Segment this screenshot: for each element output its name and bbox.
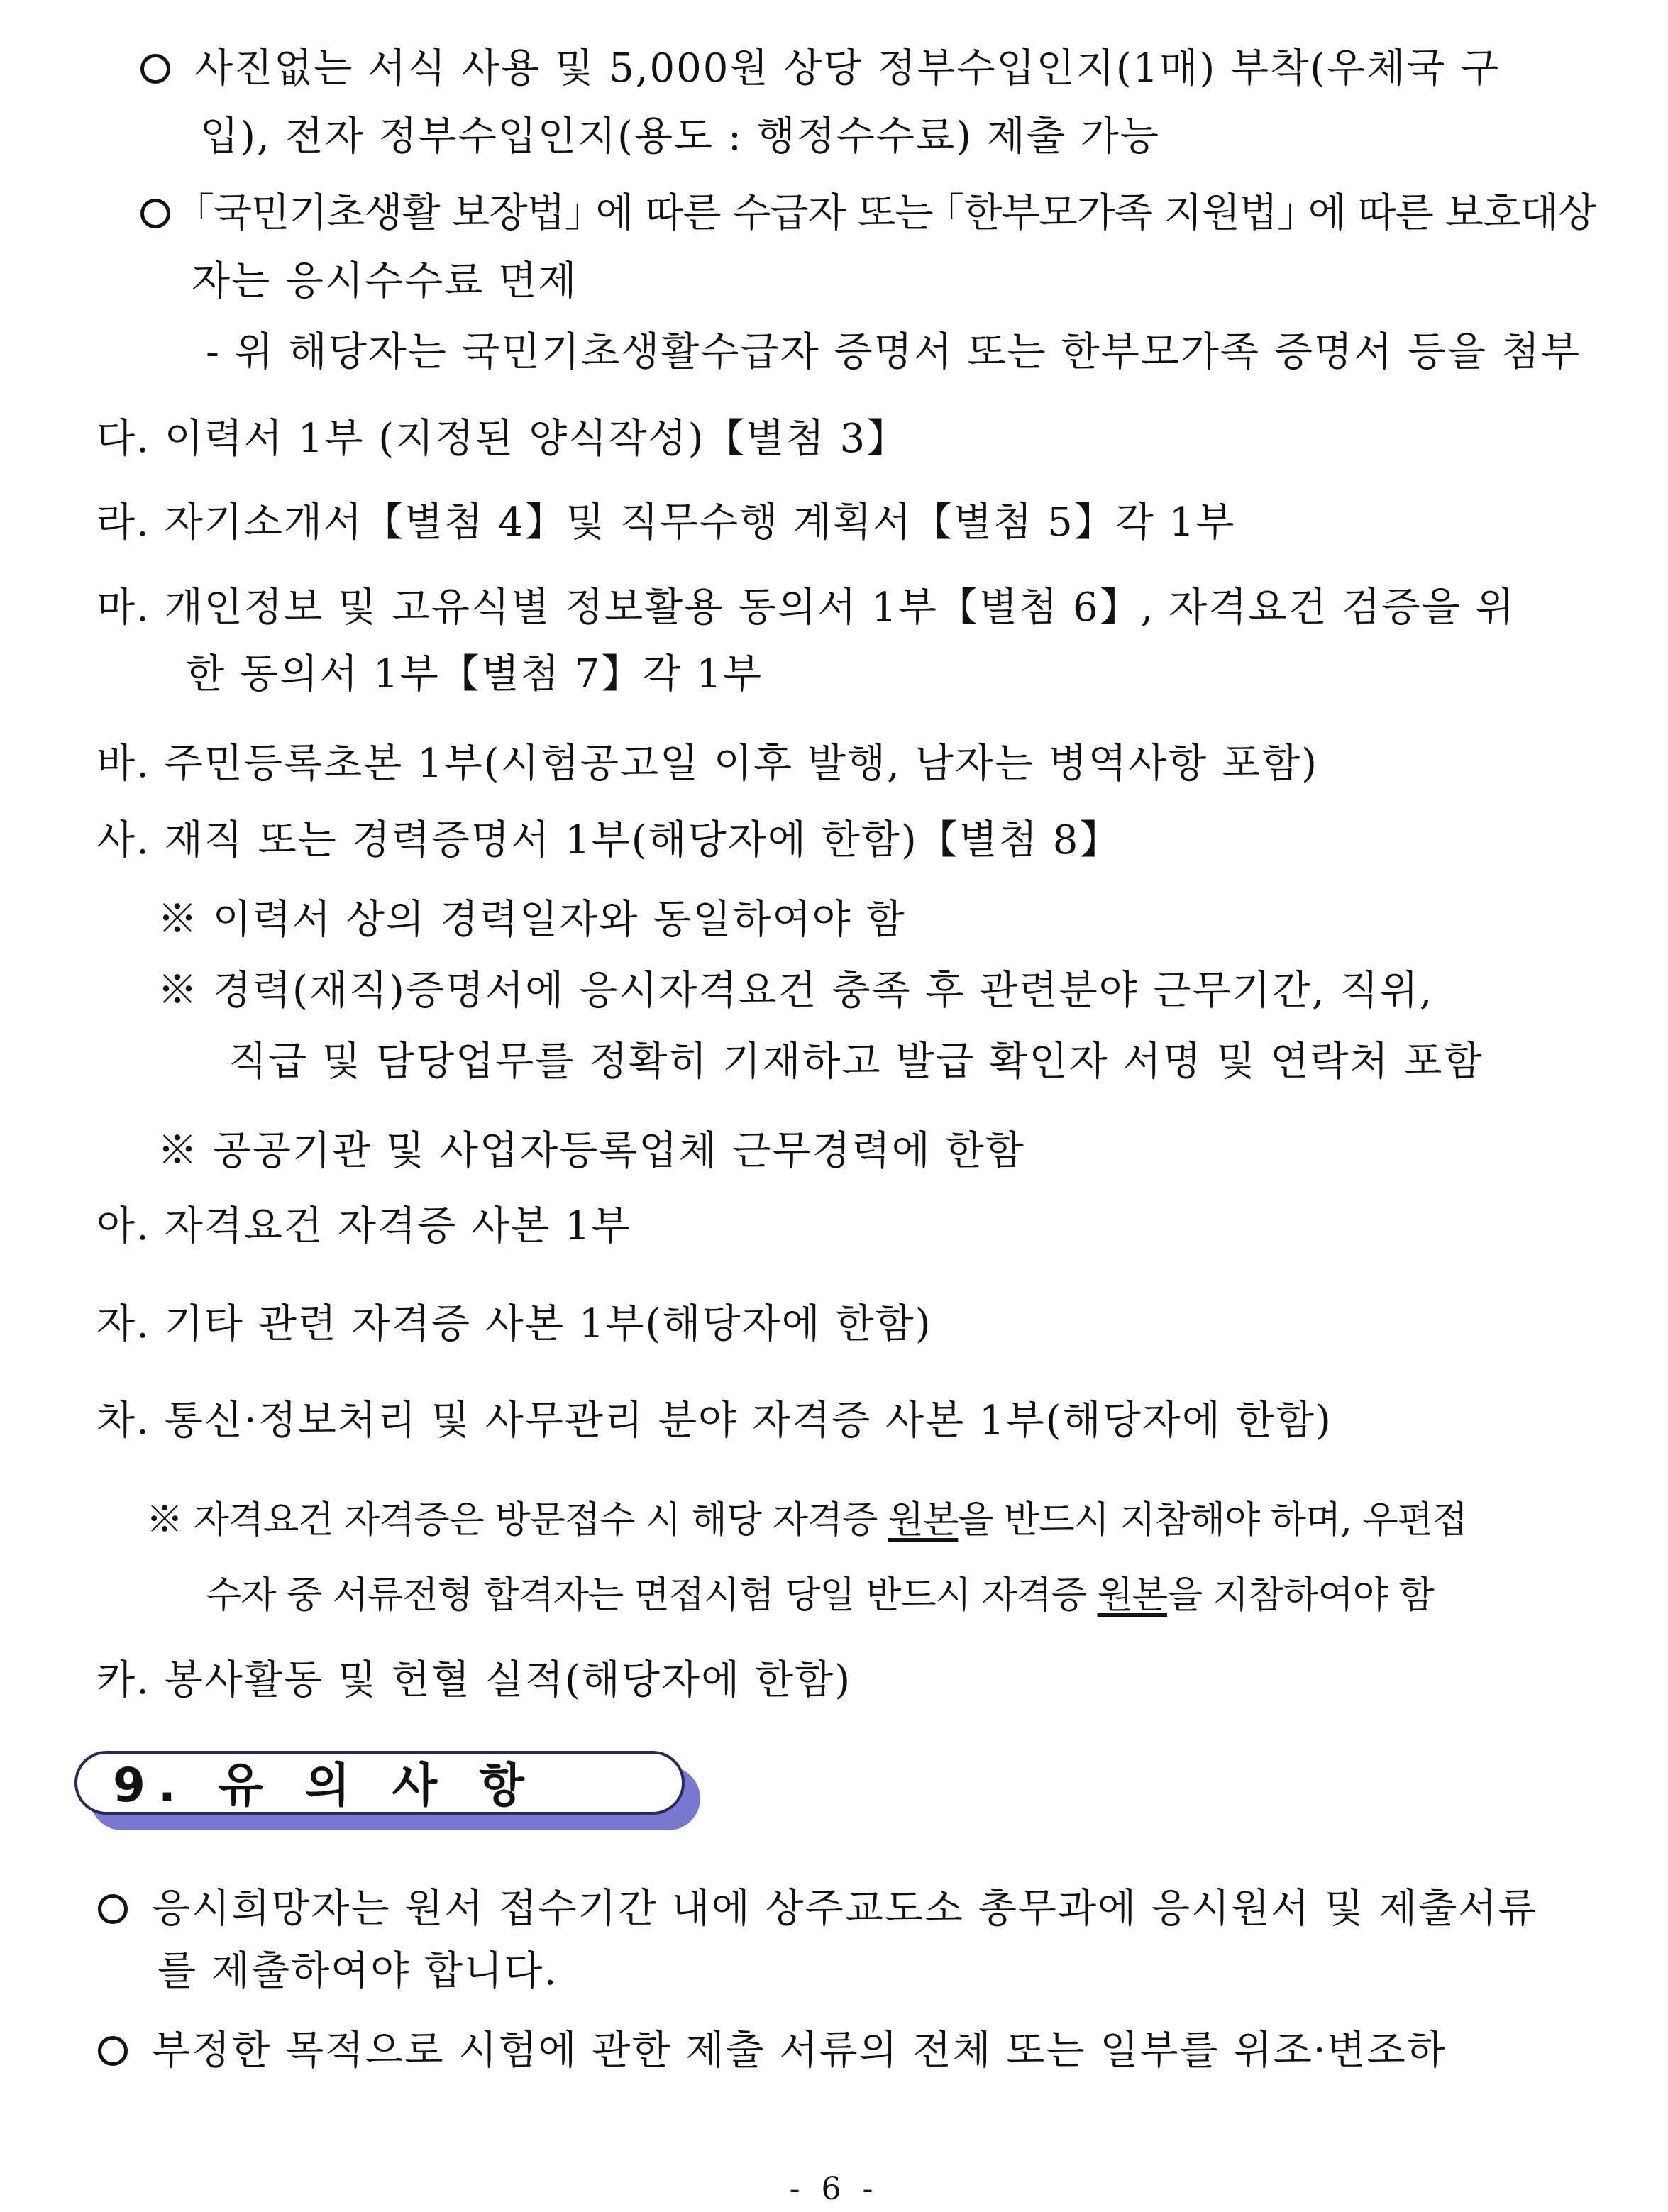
note-line: ※ 자격요건 자격증은 방문접수 시 해당 자격증 원본을 반드시 지참해야 하며, 우편접 <box>146 1499 1468 1542</box>
circle-bullet-icon <box>98 1894 128 1924</box>
list-item-ba: 바. 주민등록초본 1부(시험공고일 이후 발행, 남자는 병역사항 포함) <box>96 741 1319 787</box>
circle-bullet-icon <box>98 2036 128 2066</box>
bullet-line: 응시희망자는 원서 접수기간 내에 상주교도소 총무과에 응시원서 및 제출서류 <box>98 1884 1537 1934</box>
list-item-da: 다. 이력서 1부 (지정된 양식작성)【별첨 3】 <box>96 416 908 462</box>
circle-bullet-icon <box>140 54 170 84</box>
note-line: ※ 공공기관 및 사업자등록업체 근무경력에 한함 <box>158 1128 1025 1174</box>
heading-box <box>74 1751 685 1815</box>
underlined-text: 원본 <box>1097 1574 1168 1617</box>
underlined-text: 원본 <box>888 1499 959 1542</box>
note-line: ※ 이력서 상의 경력일자와 동일하여야 함 <box>158 897 906 943</box>
bullet-line: ｢국민기초생활 보장법｣ 에 따른 수급자 또는 ｢한부모가족 지원법｣ 에 따른 보호대상 <box>140 189 1596 238</box>
text-line: 를 제출하여야 합니다. <box>158 1948 558 1994</box>
bullet-line: 사진없는 서식 사용 및 5,000원 상당 정부수입인지(1매) 부착(우체국 구 <box>140 44 1500 94</box>
list-item-ka: 카. 봉사활동 및 헌혈 실적(해당자에 한함) <box>96 1657 852 1703</box>
section-heading <box>74 1751 699 1822</box>
text-line: 수자 중 서류전형 합격자는 면접시험 당일 반드시 자격증 원본을 지참하여야 함 <box>206 1574 1434 1617</box>
list-item-ja: 자. 기타 관련 자격증 사본 1부(해당자에 한함) <box>96 1301 932 1347</box>
text-line: - 위 해당자는 국민기초생활수급자 증명서 또는 한부모가족 증명서 등을 첨부 <box>206 329 1581 375</box>
bullet-line: 부정한 목적으로 시험에 관한 제출 서류의 전체 또는 일부를 위조·변조하 <box>98 2026 1447 2076</box>
text-line: 직급 및 담당업무를 정확히 기재하고 발급 확인자 서명 및 연락처 포함 <box>228 1039 1484 1085</box>
section-title: 9. 유 의 사 항 <box>113 1758 537 1813</box>
list-item-cha: 차. 통신·정보처리 및 사무관리 분야 자격증 사본 1부(해당자에 한함) <box>96 1398 1332 1444</box>
circle-bullet-icon <box>140 199 170 228</box>
list-item-ma: 마. 개인정보 및 고유식별 정보활용 동의서 1부【별첨 6】, 자격요건 검증을 위 <box>96 585 1515 631</box>
text-line: 입), 전자 정부수입인지(용도 : 행정수수료) 제출 가능 <box>200 114 1160 160</box>
page-number: - 6 - <box>789 2171 879 2207</box>
text-line: 자는 응시수수료 면제 <box>192 258 578 304</box>
list-item-sa: 사. 재직 또는 경력증명서 1부(해당자에 한함)【별첨 8】 <box>96 817 1121 863</box>
list-item-ra: 라. 자기소개서【별첨 4】및 직무수행 계획서【별첨 5】각 1부 <box>96 499 1236 546</box>
note-line: ※ 경력(재직)증명서에 응시자격요건 충족 후 관련분야 근무기간, 직위, <box>158 968 1434 1014</box>
text-line: 한 동의서 1부【별첨 7】각 1부 <box>186 651 763 697</box>
list-item-a: 아. 자격요건 자격증 사본 1부 <box>96 1203 631 1249</box>
